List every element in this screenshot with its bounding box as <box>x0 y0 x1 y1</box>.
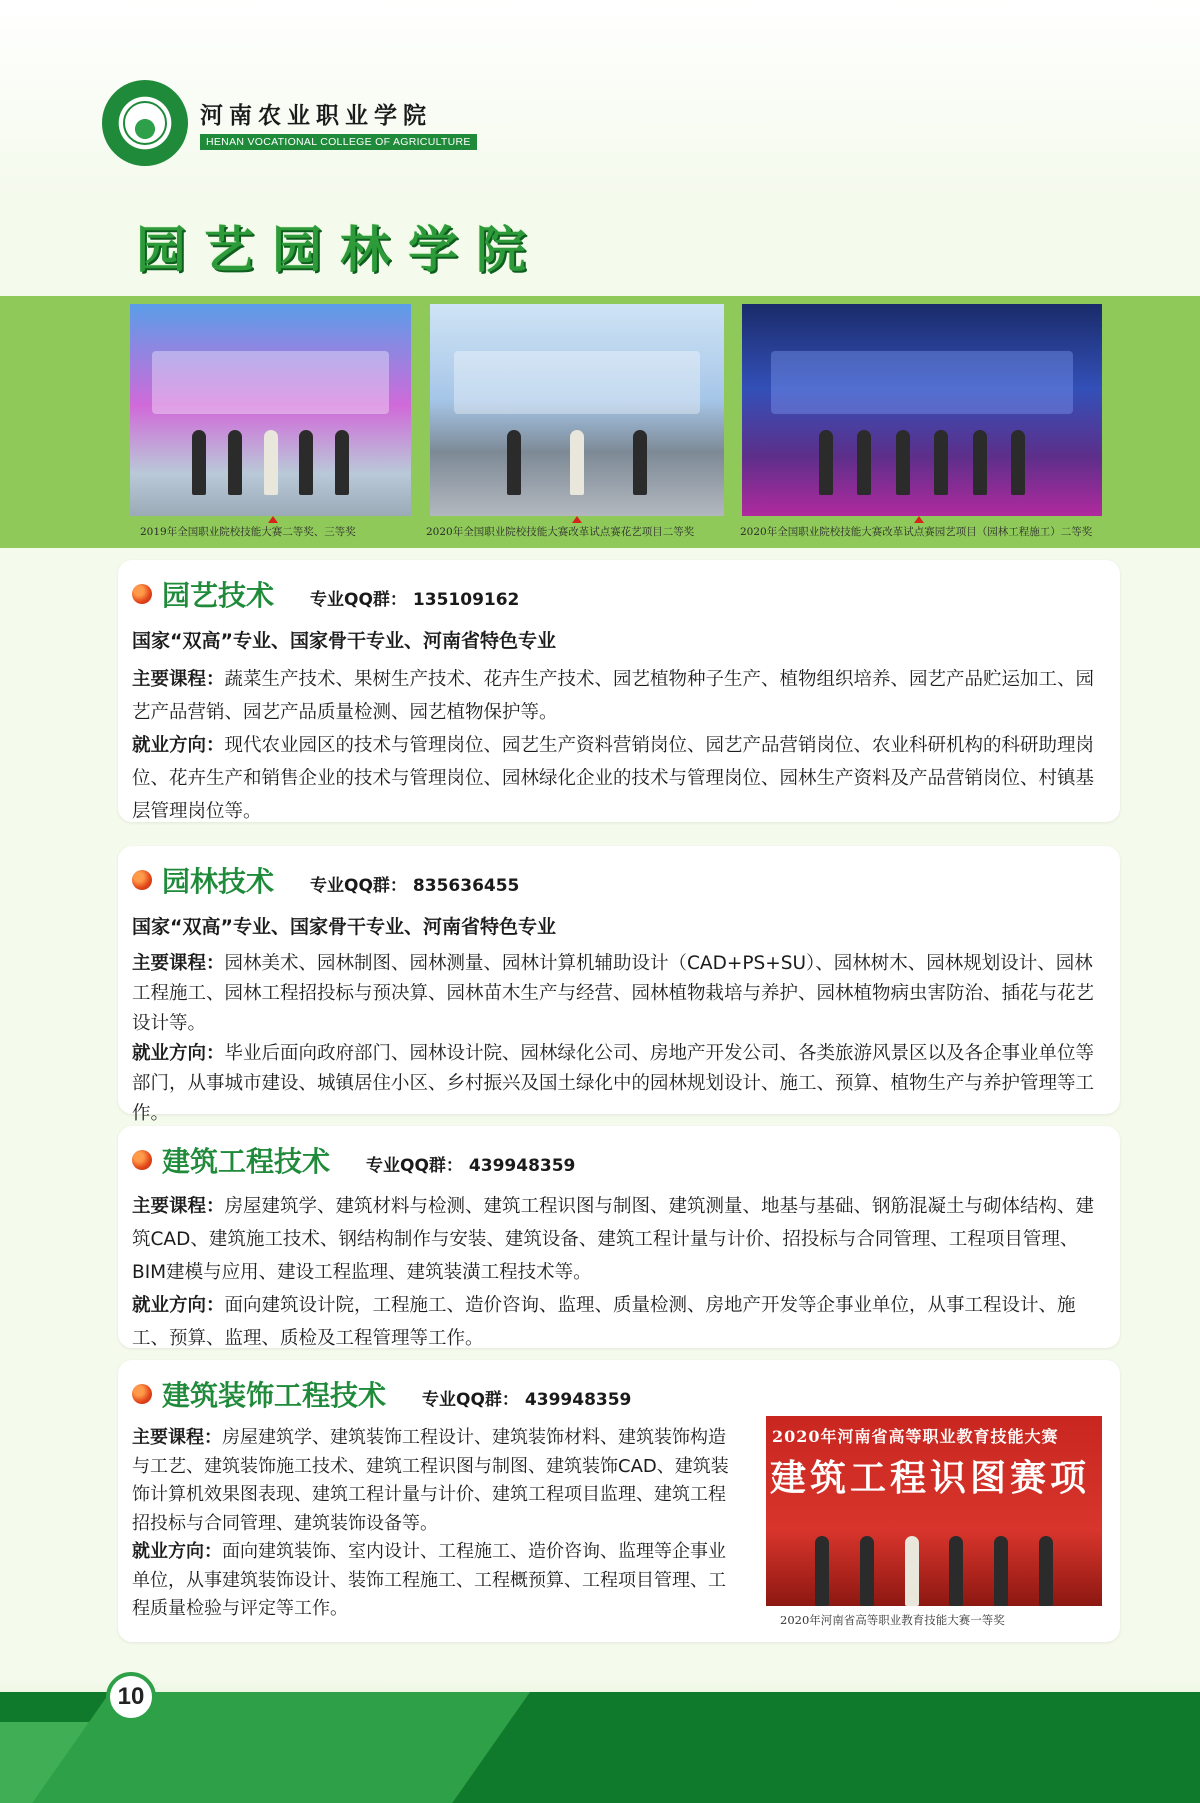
courses-paragraph: 主要课程：蔬菜生产技术、果树生产技术、花卉生产技术、园艺植物种子生产、植物组织培养、园艺产品贮运加工、园艺产品营销、园艺产品质量检测、园艺植物保护等。 <box>132 669 1095 723</box>
major-card-landscape <box>118 846 1120 1124</box>
qq-number: 135109162 <box>412 590 520 610</box>
major-card-construction <box>118 1126 1120 1348</box>
courses-paragraph: 主要课程：园林美术、园林制图、园林测量、园林计算机辅助设计（CAD+PS+SU）、园林树木、园林规划设计、园林工程施工、园林工程招投标与预决算、园林苗木生产与经营、园林植物栽培与养护、园林植物病虫害防治、插花与花艺设计等。 <box>132 953 1095 1034</box>
major-title: 园林技术 <box>162 865 275 898</box>
page-number: 10 <box>106 1672 156 1722</box>
major-tagline: 国家“双高”专业、国家骨干专业、河南省特色专业 <box>132 630 556 652</box>
caption-arrow-icon <box>268 516 278 523</box>
competition-photo <box>766 1416 1102 1606</box>
bullet-dot-icon <box>132 584 152 604</box>
award-photo-1 <box>130 304 411 516</box>
school-seal-icon <box>102 80 188 166</box>
page-title: 园艺园林学院 <box>136 221 544 279</box>
qq-group: 专业QQ群： 835636455 <box>310 876 520 896</box>
photo-banner-line-2: 建筑工程识图赛项 <box>770 1458 1091 1499</box>
photo-caption-3: 2020年全国职业院校技能大赛改革试点赛园艺项目（园林工程施工）二等奖 <box>740 526 1093 538</box>
caption-arrow-icon <box>914 516 924 523</box>
major-card-decoration <box>118 1360 1120 1642</box>
courses-paragraph: 主要课程：房屋建筑学、建筑材料与检测、建筑工程识图与制图、建筑测量、地基与基础、钢筋混凝土与砌体结构、建筑CAD、建筑施工技术、钢结构制作与安装、建筑设备、建筑工程计量与计价、招投标与合同管理、工程项目管理、BIM建模与应用、建设工程监理、建筑装潢工程技术等。 <box>132 1196 1095 1283</box>
jobs-paragraph: 就业方向：面向建筑设计院，工程施工、造价咨询、监理、质量检测、房地产开发等企事业单位，从事工程设计、施工、预算、监理、质检及工程管理等工作。 <box>132 1295 1076 1349</box>
qq-number: 835636455 <box>412 876 520 896</box>
award-photo-3 <box>742 304 1102 516</box>
bullet-dot-icon <box>132 1150 152 1170</box>
photo-band <box>0 296 1200 548</box>
major-tagline: 国家“双高”专业、国家骨干专业、河南省特色专业 <box>132 916 556 938</box>
photo-banner-line-1: 2020年河南省高等职业教育技能大赛 <box>772 1427 1059 1446</box>
major-title: 建筑装饰工程技术 <box>162 1379 387 1412</box>
award-photo-2 <box>430 304 724 516</box>
qq-number: 439948359 <box>468 1156 576 1176</box>
school-name-cn: 河南农业职业学院 <box>200 101 432 129</box>
qq-group: 专业QQ群： 439948359 <box>366 1156 576 1176</box>
school-logo <box>102 80 477 166</box>
school-name-en: HENAN VOCATIONAL COLLEGE OF AGRICULTURE <box>200 134 477 150</box>
courses-paragraph: 主要课程：房屋建筑学、建筑装饰工程设计、建筑装饰材料、建筑装饰构造与工艺、建筑装饰施工技术、建筑工程识图与制图、建筑装饰CAD、建筑装饰计算机效果图表现、建筑工程计量与计价、建筑工程项目监理、建筑工程招投标与合同管理、建筑装饰设备等。 <box>132 1427 729 1534</box>
bullet-dot-icon <box>132 870 152 890</box>
photo-caption-2: 2020年全国职业院校技能大赛改革试点赛花艺项目二等奖 <box>426 526 695 538</box>
qq-number: 439948359 <box>524 1390 632 1410</box>
qq-group: 专业QQ群： 135109162 <box>310 590 520 610</box>
jobs-paragraph: 就业方向：现代农业园区的技术与管理岗位、园艺生产资料营销岗位、园艺产品营销岗位、农业科研机构的科研助理岗位、花卉生产和销售企业的技术与管理岗位、园林绿化企业的技术与管理岗位、园林生产资料及产品营销岗位、村镇基层管理岗位等。 <box>132 735 1095 822</box>
jobs-paragraph: 就业方向：毕业后面向政府部门、园林设计院、园林绿化公司、房地产开发公司、各类旅游风景区以及各企事业单位等部门，从事城市建设、城镇居住小区、乡村振兴及国土绿化中的园林规划设计、施工、预算、植物生产与养护管理等工作。 <box>132 1043 1095 1124</box>
jobs-paragraph: 就业方向：面向建筑装饰、室内设计、工程施工、造价咨询、监理等企事业单位，从事建筑装饰设计、装饰工程施工、工程概预算、工程项目管理、工程质量检验与评定等工作。 <box>132 1541 726 1619</box>
caption-arrow-icon <box>572 516 582 523</box>
major-title: 园艺技术 <box>162 579 275 612</box>
major-card-horticulture <box>118 560 1120 822</box>
major-title: 建筑工程技术 <box>162 1145 331 1178</box>
footer-band <box>0 1692 1200 1803</box>
qq-group: 专业QQ群： 439948359 <box>422 1390 632 1410</box>
photo-caption-1: 2019年全国职业院校技能大赛二等奖、三等奖 <box>140 526 356 538</box>
bullet-dot-icon <box>132 1384 152 1404</box>
competition-photo-caption: 2020年河南省高等职业教育技能大赛一等奖 <box>780 1613 1005 1627</box>
